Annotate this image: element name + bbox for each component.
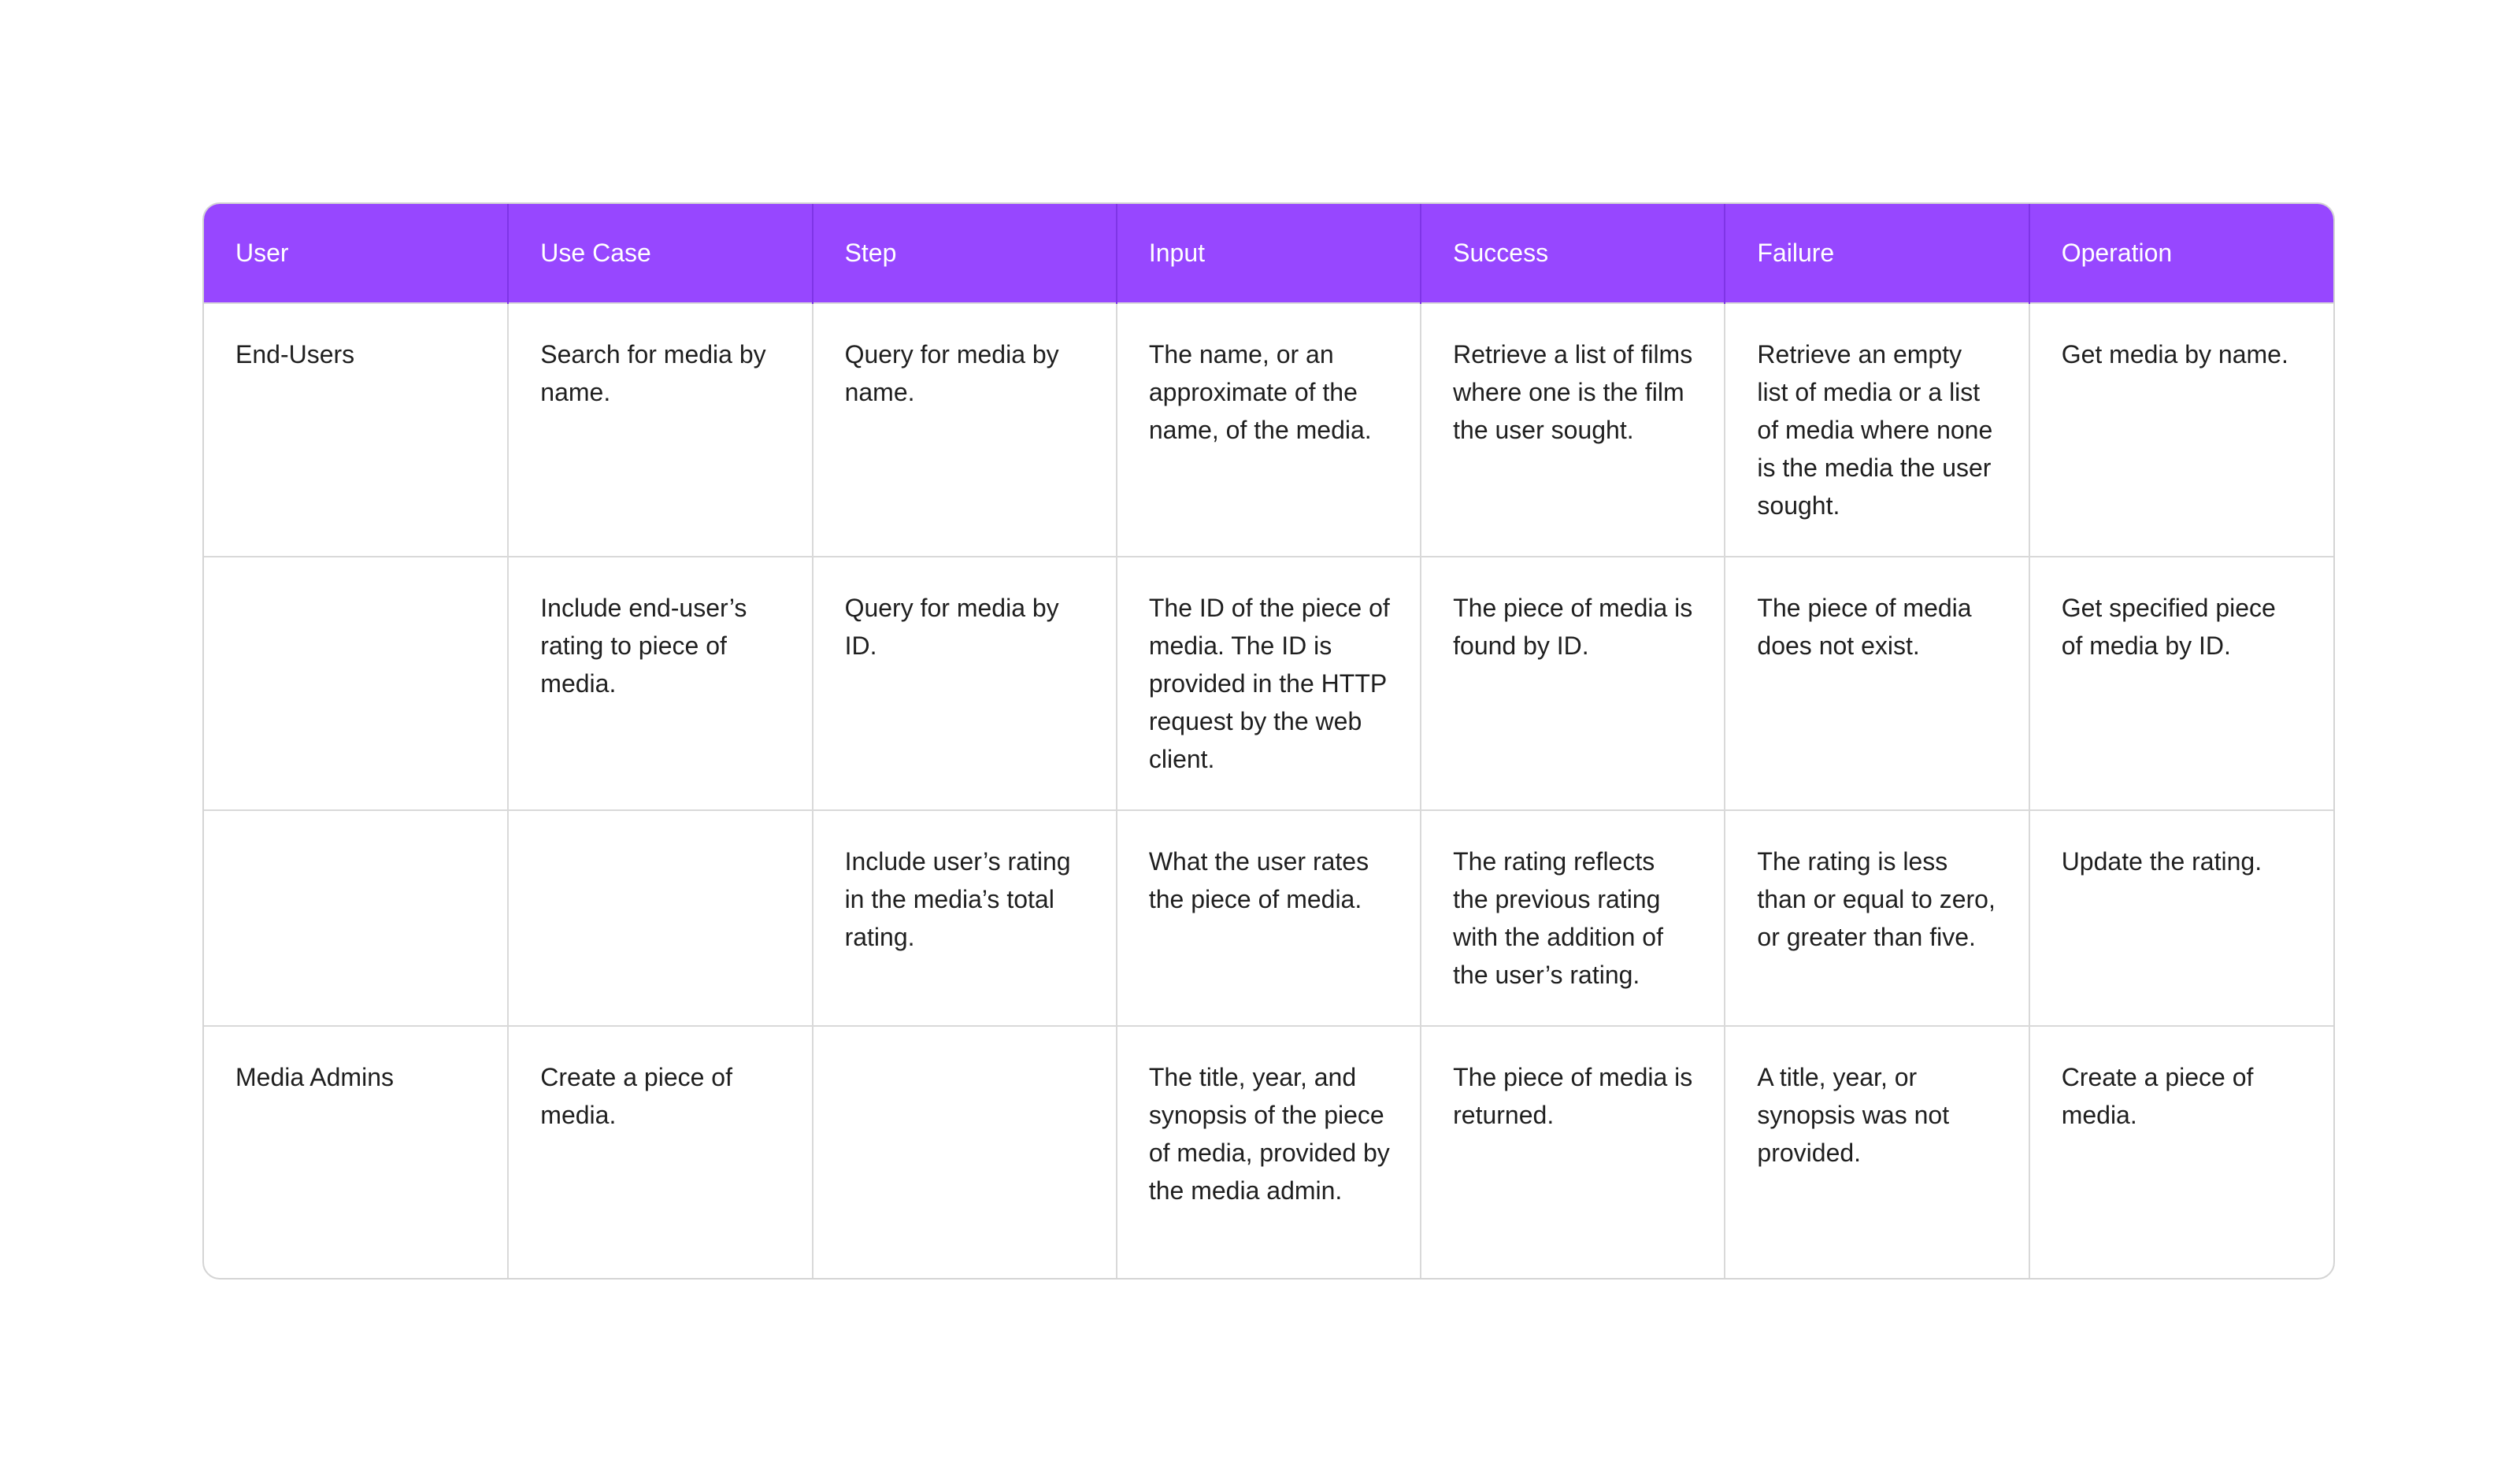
cell-success: The piece of media is returned. bbox=[1421, 1026, 1725, 1278]
table-body bbox=[204, 303, 2333, 1278]
table-row bbox=[204, 1026, 2333, 1278]
cell-user bbox=[204, 557, 508, 810]
cell-user bbox=[204, 810, 508, 1026]
table-header bbox=[204, 204, 2333, 303]
cell-step bbox=[813, 1026, 1117, 1278]
cell-step: Query for media by ID. bbox=[813, 557, 1117, 810]
cell-input: What the user rates the piece of media. bbox=[1117, 810, 1421, 1026]
table-row bbox=[204, 303, 2333, 557]
cell-use-case: Create a piece of media. bbox=[508, 1026, 812, 1278]
cell-use-case bbox=[508, 810, 812, 1026]
cell-success: The rating reflects the previous rating with the addition of the user’s rating. bbox=[1421, 810, 1725, 1026]
cell-failure: Retrieve an empty list of media or a list of media where none is the media the user sought. bbox=[1725, 303, 2029, 557]
cell-use-case: Search for media by name. bbox=[508, 303, 812, 557]
cell-input: The title, year, and synopsis of the piece of media, provided by the media admin. bbox=[1117, 1026, 1421, 1278]
cell-success: Retrieve a list of films where one is the film the user sought. bbox=[1421, 303, 1725, 557]
cell-success: The piece of media is found by ID. bbox=[1421, 557, 1725, 810]
cell-user: End-Users bbox=[204, 303, 508, 557]
cell-step: Query for media by name. bbox=[813, 303, 1117, 557]
use-case-grid bbox=[204, 204, 2333, 1278]
cell-operation: Get specified piece of media by ID. bbox=[2029, 557, 2333, 810]
header-use-case: Use Case bbox=[508, 204, 812, 303]
table-row bbox=[204, 810, 2333, 1026]
cell-use-case: Include end-user’s rating to piece of media. bbox=[508, 557, 812, 810]
cell-operation: Create a piece of media. bbox=[2029, 1026, 2333, 1278]
header-success: Success bbox=[1421, 204, 1725, 303]
cell-user: Media Admins bbox=[204, 1026, 508, 1278]
cell-operation: Get media by name. bbox=[2029, 303, 2333, 557]
cell-step: Include user’s rating in the media’s total rating. bbox=[813, 810, 1117, 1026]
header-user: User bbox=[204, 204, 508, 303]
header-row bbox=[204, 204, 2333, 303]
header-operation: Operation bbox=[2029, 204, 2333, 303]
header-step: Step bbox=[813, 204, 1117, 303]
cell-input: The ID of the piece of media. The ID is provided in the HTTP request by the web client. bbox=[1117, 557, 1421, 810]
use-case-table bbox=[202, 202, 2335, 1280]
cell-failure: The piece of media does not exist. bbox=[1725, 557, 2029, 810]
cell-failure: The rating is less than or equal to zero, or greater than five. bbox=[1725, 810, 2029, 1026]
cell-operation: Update the rating. bbox=[2029, 810, 2333, 1026]
header-failure: Failure bbox=[1725, 204, 2029, 303]
header-input: Input bbox=[1117, 204, 1421, 303]
cell-input: The name, or an approximate of the name, of the media. bbox=[1117, 303, 1421, 557]
cell-failure: A title, year, or synopsis was not provided. bbox=[1725, 1026, 2029, 1278]
table-row bbox=[204, 557, 2333, 810]
